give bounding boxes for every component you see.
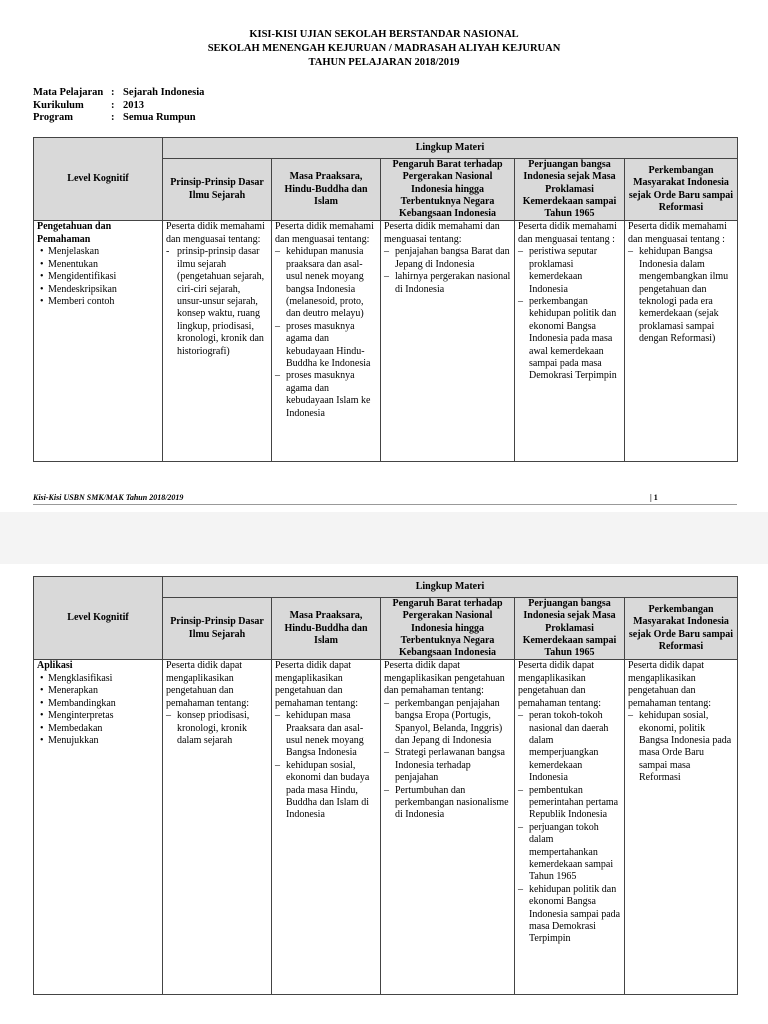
materi-item: – penjajahan bangsa Barat dan Jepang di Indonesia — [384, 246, 510, 270]
meta-key: Mata Pelajaran — [33, 87, 104, 98]
meta-colon: : — [111, 87, 115, 98]
level-item: • Menerapkan — [40, 685, 98, 697]
meta-row-curriculum — [33, 100, 204, 113]
materi-item: – kehidupan politik dan ekonomi Bangsa Indonesia sampai pada masa Demokrasi Terpimpin — [518, 883, 621, 945]
level-title: Pengetahuan dan Pemahaman — [37, 221, 112, 245]
meta-key: Program — [33, 112, 74, 123]
header-col-1: Prinsip-Prinsip Dasar Ilmu Sejarah — [163, 598, 272, 660]
header-col-5: Perkembangan Masyarakat Indonesia sejak Orde Baru sampai Reformasi — [625, 598, 738, 660]
materi-intro: Peserta didik dapat mengaplikasikan pengetahuan dan pemahaman tentang: — [166, 660, 250, 709]
level-item: • Mengidentifikasi — [40, 271, 117, 283]
materi-intro: Peserta didik dapat mengaplikasikan pengetahuan dan pemahaman tentang: — [628, 660, 712, 709]
materi-item: – kehidupan Bangsa Indonesia dalam mengembangkan ilmu pengetahuan dan teknologi pada era kemerdekaan (sejak proklamasi sampai dengan Reformasi) — [628, 246, 729, 345]
header-lingkup-materi: Lingkup Materi — [163, 138, 738, 159]
level-item: • Memberi contoh — [40, 295, 115, 307]
level-item: • Menjelaskan — [40, 246, 100, 258]
header-col-2: Masa Praaksara, Hindu-Buddha dan Islam — [272, 598, 381, 660]
doc-title-line-1: KISI-KISI UJIAN SEKOLAH BERSTANDAR NASIONAL — [249, 29, 519, 40]
header-col-2: Masa Praaksara, Hindu-Buddha dan Islam — [272, 159, 381, 221]
level-item: • Menujukkan — [40, 734, 99, 746]
meta-colon: : — [111, 99, 115, 111]
footer-left: Kisi-Kisi USBN SMK/MAK Tahun 2018/2019 — [33, 493, 184, 502]
materi-cell-2 — [272, 660, 381, 995]
meta-row-subject — [33, 87, 204, 100]
materi-item: – perjuangan tokoh dalam mempertahankan kemerdekaan sampai Tahun 1965 — [518, 821, 614, 883]
page-2 — [0, 564, 768, 1024]
level-item: • Membandingkan — [40, 697, 116, 709]
materi-item: – proses masuknya agama dan kebudayaan Islam ke Indonesia — [275, 370, 371, 419]
materi-item: - prinsip-prinsip dasar ilmu sejarah (pengetahuan sejarah, ciri-ciri sejarah, unsur-unsur sejarah, konsep waktu, ruang lingkup, priodisasi, kronologi, kronik dan historiografi) — [166, 246, 265, 357]
meta-value: Sejarah Indonesia — [123, 87, 205, 98]
header-col-5: Perkembangan Masyarakat Indonesia sejak Orde Baru sampai Reformasi — [625, 159, 738, 221]
materi-item: – kehidupan sosial, ekonomi dan budaya pada masa Hindu, Buddha dan Islam di Indonesia — [275, 759, 370, 821]
materi-cell-4 — [515, 660, 625, 995]
doc-title-line-3: TAHUN PELAJARAN 2018/2019 — [308, 57, 460, 68]
materi-item: – kehidupan sosial, ekonomi, politik Bangsa Indonesia pada masa Orde Baru sampai masa Reformasi — [628, 710, 732, 784]
level-item: • Mendeskripsikan — [40, 283, 117, 295]
kisi-table-aplikasi — [33, 576, 738, 995]
meta-value: 2013 — [123, 99, 144, 111]
header-level-kognitif: Level Kognitif — [34, 138, 163, 221]
header-col-3: Pengaruh Barat terhadap Pergerakan Nasional Indonesia hingga Terbentuknya Negara Kebangsaan Indonesia — [381, 598, 515, 660]
materi-cell-2 — [272, 221, 381, 462]
footer-page-number: | 1 — [650, 493, 658, 502]
document-meta — [33, 87, 204, 125]
level-title: Aplikasi — [37, 660, 73, 672]
level-cell — [34, 660, 163, 995]
materi-intro: Peserta didik memahami dan menguasai tentang: — [384, 221, 500, 245]
materi-item: – peristiwa seputar proklamasi kemerdekaan Indonesia — [518, 246, 598, 295]
meta-value: Semua Rumpun — [123, 112, 196, 123]
materi-intro: Peserta didik dapat mengaplikasikan pengetahuan dan pemahaman tentang: — [384, 660, 505, 697]
materi-item: – lahirnya pergerakan nasional di Indonesia — [384, 271, 511, 295]
level-item: • Mengklasifikasi — [40, 672, 113, 684]
level-item: • Menentukan — [40, 258, 98, 270]
materi-cell-1 — [163, 221, 272, 462]
page-gap — [0, 512, 768, 564]
materi-item: – peran tokoh-tokoh nasional dan daerah dalam memperjuangkan kemerdekaan Indonesia — [518, 710, 609, 784]
materi-item: – perkembangan penjajahan bangsa Eropa (Portugis, Spanyol, Belanda, Inggris) dan Jepang di Indonesia — [384, 697, 503, 746]
materi-item: – kehidupan masa Praaksara dan asal-usul nenek moyang Bangsa Indonesia — [275, 710, 364, 759]
materi-cell-3 — [381, 660, 515, 995]
materi-intro: Peserta didik memahami dan menguasai tentang: — [275, 221, 374, 245]
materi-item: – kehidupan manusia praaksara dan asal-usul nenek moyang bangsa Indonesia (melanesoid, proto, dan deutro melayu) — [275, 246, 364, 320]
materi-item: – proses masuknya agama dan kebudayaan Hindu-Buddha ke Indonesia — [275, 320, 371, 369]
materi-cell-5 — [625, 660, 738, 995]
doc-title-line-2: SEKOLAH MENENGAH KEJURUAN / MADRASAH ALIYAH KEJURUAN — [207, 43, 561, 54]
meta-key: Kurikulum — [33, 99, 84, 111]
materi-item: – konsep priodisasi, kronologi, kronik dalam sejarah — [166, 710, 250, 746]
header-col-1: Prinsip-Prinsip Dasar Ilmu Sejarah — [163, 159, 272, 221]
footer-divider — [33, 504, 737, 505]
meta-colon: : — [111, 112, 115, 123]
materi-intro: Peserta didik memahami dan menguasai tentang : — [628, 221, 727, 245]
header-level-kognitif: Level Kognitif — [34, 577, 163, 660]
level-item: • Menginterpretas — [40, 710, 114, 722]
materi-cell-1 — [163, 660, 272, 995]
materi-cell-3 — [381, 221, 515, 462]
materi-item: – perkembangan kehidupan politik dan ekonomi Bangsa Indonesia pada masa awal kemerdekaan sampai pada masa Demokrasi Terpimpin — [518, 295, 617, 382]
level-cell — [34, 221, 163, 462]
materi-intro: Peserta didik dapat mengaplikasikan pengetahuan dan pemahaman tentang: — [518, 660, 602, 709]
materi-item: – Strategi perlawanan bangsa Indonesia terhadap penjajahan — [384, 747, 505, 784]
header-col-3: Pengaruh Barat terhadap Pergerakan Nasional Indonesia hingga Terbentuknya Negara Kebangsaan Indonesia — [381, 159, 515, 221]
materi-intro: Peserta didik dapat mengaplikasikan pengetahuan dan pemahaman tentang: — [275, 660, 359, 709]
materi-cell-5 — [625, 221, 738, 462]
materi-intro: Peserta didik memahami dan menguasai tentang : — [518, 221, 617, 245]
materi-item: – Pertumbuhan dan perkembangan nasionalisme di Indonesia — [384, 784, 509, 821]
materi-cell-4 — [515, 221, 625, 462]
header-lingkup-materi: Lingkup Materi — [163, 577, 738, 598]
meta-row-program — [33, 112, 204, 125]
materi-intro: Peserta didik memahami dan menguasai tentang: — [166, 221, 265, 245]
level-item: • Membedakan — [40, 722, 103, 734]
header-col-4: Perjuangan bangsa Indonesia sejak Masa Proklamasi Kemerdekaan sampai Tahun 1965 — [515, 598, 625, 660]
kisi-table-pengetahuan — [33, 137, 738, 462]
materi-item: – pembentukan pemerintahan pertama Republik Indonesia — [518, 784, 619, 821]
header-col-4: Perjuangan bangsa Indonesia sejak Masa Proklamasi Kemerdekaan sampai Tahun 1965 — [515, 159, 625, 221]
